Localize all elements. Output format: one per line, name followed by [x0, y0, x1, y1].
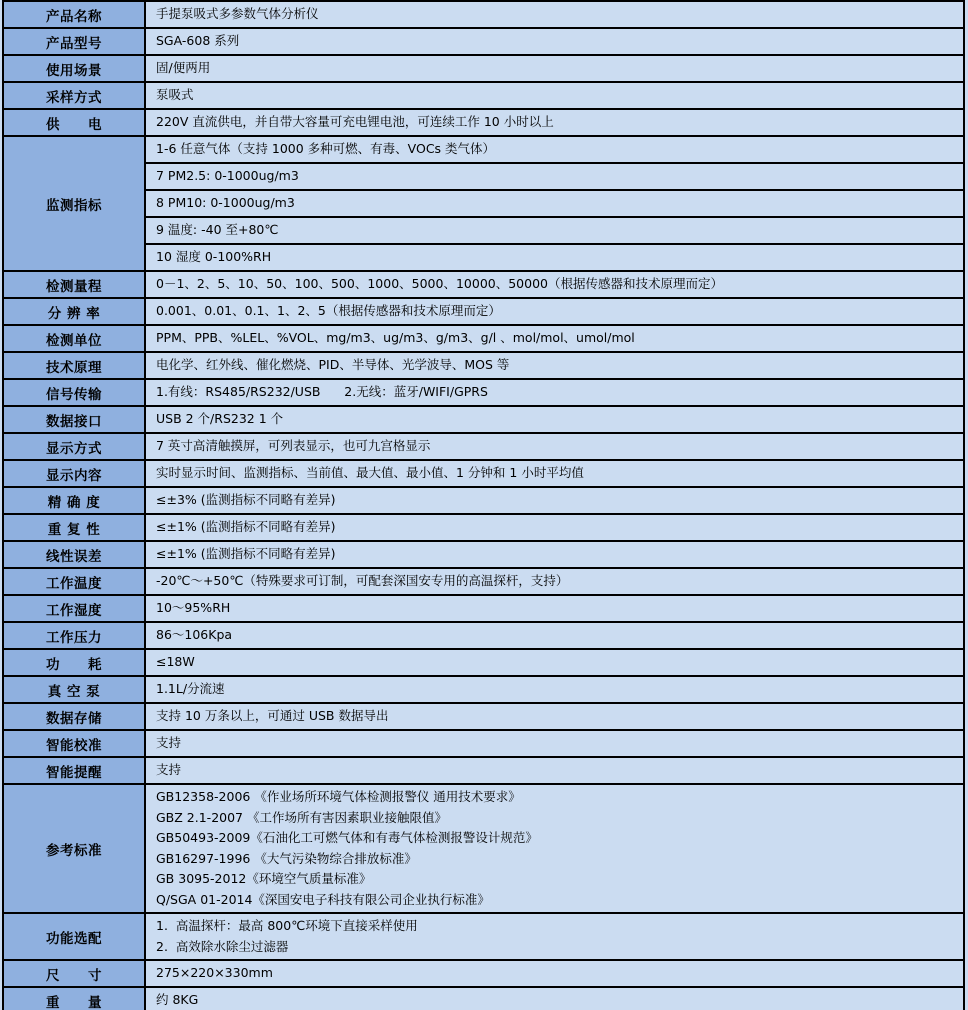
value-line: 86～106Kpa — [156, 627, 233, 643]
row-label: 智能提醒 — [3, 757, 145, 784]
row-value — [145, 487, 964, 514]
table-row — [3, 514, 964, 541]
table-row — [3, 244, 964, 271]
row-label: 使用场景 — [3, 55, 145, 82]
value-line: 固/便两用 — [156, 60, 211, 76]
value-line: 电化学、红外线、催化燃烧、PID、半导体、光学波导、MOS 等 — [156, 357, 510, 373]
value-line: 支持 — [156, 762, 182, 778]
table-row — [3, 757, 964, 784]
table-row — [3, 109, 964, 136]
row-label: 显示方式 — [3, 433, 145, 460]
row-label: 重 复 性 — [3, 514, 145, 541]
row-value — [145, 676, 964, 703]
row-label: 重 量 — [3, 987, 145, 1010]
spec-table-body — [3, 1, 964, 1010]
row-label: 功能选配 — [3, 913, 145, 960]
row-value — [145, 730, 964, 757]
row-label: 数据接口 — [3, 406, 145, 433]
value-line: PPM、PPB、%LEL、%VOL、mg/m3、ug/m3、g/m3、g/l 、mol/mol、umol/mol — [156, 330, 635, 346]
row-value — [145, 622, 964, 649]
value-line: 支持 — [156, 735, 182, 751]
value-line: 支持 10 万条以上，可通过 USB 数据导出 — [156, 708, 389, 724]
table-row — [3, 649, 964, 676]
value-line: GB16297-1996 《大气污染物综合排放标准》 — [156, 850, 417, 866]
value-line: 0.001、0.01、0.1、1、2、5（根据传感器和技术原理而定） — [156, 303, 501, 319]
value-line: SGA-608 系列 — [156, 33, 240, 49]
table-row — [3, 433, 964, 460]
table-row — [3, 82, 964, 109]
table-row — [3, 271, 964, 298]
table-row — [3, 913, 964, 960]
row-label: 尺 寸 — [3, 960, 145, 987]
row-value — [145, 649, 964, 676]
row-label: 技术原理 — [3, 352, 145, 379]
table-row — [3, 541, 964, 568]
row-value — [145, 595, 964, 622]
row-label: 信号传输 — [3, 379, 145, 406]
table-row — [3, 298, 964, 325]
row-value — [145, 568, 964, 595]
row-value — [145, 514, 964, 541]
row-value — [145, 217, 964, 244]
table-row — [3, 487, 964, 514]
row-label: 线性误差 — [3, 541, 145, 568]
table-row — [3, 730, 964, 757]
table-row — [3, 163, 964, 190]
value-line: GB 3095-2012《环境空气质量标准》 — [156, 871, 372, 886]
table-row — [3, 28, 964, 55]
value-line: 实时显示时间、监测指标、当前值、最大值、最小值、1 分钟和 1 小时平均值 — [156, 465, 584, 481]
value-line: 1-6 任意气体（支持 1000 多种可燃、有毒、VOCs 类气体） — [156, 141, 496, 157]
table-row — [3, 352, 964, 379]
row-label: 数据存储 — [3, 703, 145, 730]
table-row — [3, 217, 964, 244]
value-line: USB 2 个/RS232 1 个 — [156, 411, 284, 427]
table-row — [3, 784, 964, 913]
value-line: 1. 高温探杆：最高 800℃环境下直接采样使用 — [156, 918, 418, 933]
value-line: 7 PM2.5: 0-1000ug/m3 — [156, 168, 299, 184]
value-line: 手提泵吸式多参数气体分析仪 — [156, 6, 319, 22]
row-label: 功 耗 — [3, 649, 145, 676]
spec-table — [2, 0, 965, 1010]
row-label: 分 辨 率 — [3, 298, 145, 325]
table-row — [3, 136, 964, 163]
row-label: 显示内容 — [3, 460, 145, 487]
row-value — [145, 190, 964, 217]
row-label: 监测指标 — [3, 136, 145, 271]
row-value — [145, 82, 964, 109]
row-label: 精 确 度 — [3, 487, 145, 514]
table-row — [3, 460, 964, 487]
value-line: 2. 高效除水除尘过滤器 — [156, 938, 289, 954]
table-row — [3, 325, 964, 352]
value-line: ≤18W — [156, 654, 195, 670]
value-line: GBZ 2.1-2007 《工作场所有害因素职业接触限值》 — [156, 809, 447, 825]
row-value — [145, 244, 964, 271]
value-line: ≤±1% (监测指标不同略有差异) — [156, 546, 336, 562]
value-line: 约 8KG — [156, 992, 199, 1008]
row-value — [145, 55, 964, 82]
value-line: 7 英寸高清触摸屏，可列表显示，也可九宫格显示 — [156, 438, 431, 454]
table-row — [3, 622, 964, 649]
row-label: 真 空 泵 — [3, 676, 145, 703]
row-value — [145, 379, 964, 406]
row-label: 产品名称 — [3, 1, 145, 28]
row-label: 产品型号 — [3, 28, 145, 55]
row-label: 参考标准 — [3, 784, 145, 913]
row-label: 工作压力 — [3, 622, 145, 649]
value-line: 0－1、2、5、10、50、100、500、1000、5000、10000、50000（根据传感器和技术原理而定） — [156, 276, 723, 292]
row-value — [145, 325, 964, 352]
row-label: 智能校准 — [3, 730, 145, 757]
value-line: GB50493-2009《石油化工可燃气体和有毒气体检测报警设计规范》 — [156, 830, 538, 845]
value-line: ≤±3% (监测指标不同略有差异) — [156, 492, 336, 508]
table-row — [3, 568, 964, 595]
value-line: 1.1L/分流速 — [156, 681, 225, 697]
table-row — [3, 1, 964, 28]
row-label: 检测量程 — [3, 271, 145, 298]
row-value — [145, 703, 964, 730]
value-line: 10～95%RH — [156, 600, 231, 616]
value-line: 1.有线：RS485/RS232/USB 2.无线：蓝牙/WIFI/GPRS — [156, 384, 488, 400]
row-value — [145, 987, 964, 1010]
table-row — [3, 595, 964, 622]
value-line: 275×220×330mm — [156, 965, 273, 981]
value-line: GB12358-2006 《作业场所环境气体检测报警仪 通用技术要求》 — [156, 789, 521, 804]
row-value — [145, 757, 964, 784]
table-row — [3, 55, 964, 82]
row-value — [145, 136, 964, 163]
table-row — [3, 676, 964, 703]
row-value — [145, 460, 964, 487]
value-line: 9 温度: -40 至+80℃ — [156, 222, 279, 238]
value-line: ≤±1% (监测指标不同略有差异) — [156, 519, 336, 535]
row-value — [145, 1, 964, 28]
row-value — [145, 784, 964, 913]
row-label: 采样方式 — [3, 82, 145, 109]
row-value — [145, 960, 964, 987]
row-value — [145, 28, 964, 55]
row-value — [145, 109, 964, 136]
table-row — [3, 703, 964, 730]
value-line: 泵吸式 — [156, 87, 194, 103]
value-line: Q/SGA 01-2014《深国安电子科技有限公司企业执行标准》 — [156, 891, 490, 907]
value-line: 10 湿度 0-100%RH — [156, 249, 272, 265]
table-row — [3, 190, 964, 217]
table-row — [3, 960, 964, 987]
row-value — [145, 433, 964, 460]
row-label: 供 电 — [3, 109, 145, 136]
value-line: 8 PM10: 0-1000ug/m3 — [156, 195, 295, 211]
row-value — [145, 406, 964, 433]
value-line: -20℃～+50℃（特殊要求可订制，可配套深国安专用的高温探杆，支持） — [156, 573, 569, 589]
row-value — [145, 271, 964, 298]
table-row — [3, 379, 964, 406]
row-value — [145, 913, 964, 960]
row-label: 检测单位 — [3, 325, 145, 352]
value-line: 220V 直流供电，并自带大容量可充电锂电池，可连续工作 10 小时以上 — [156, 114, 554, 130]
row-value — [145, 298, 964, 325]
row-label: 工作温度 — [3, 568, 145, 595]
row-label: 工作湿度 — [3, 595, 145, 622]
row-value — [145, 352, 964, 379]
row-value — [145, 541, 964, 568]
table-row — [3, 987, 964, 1010]
table-row — [3, 406, 964, 433]
row-value — [145, 163, 964, 190]
